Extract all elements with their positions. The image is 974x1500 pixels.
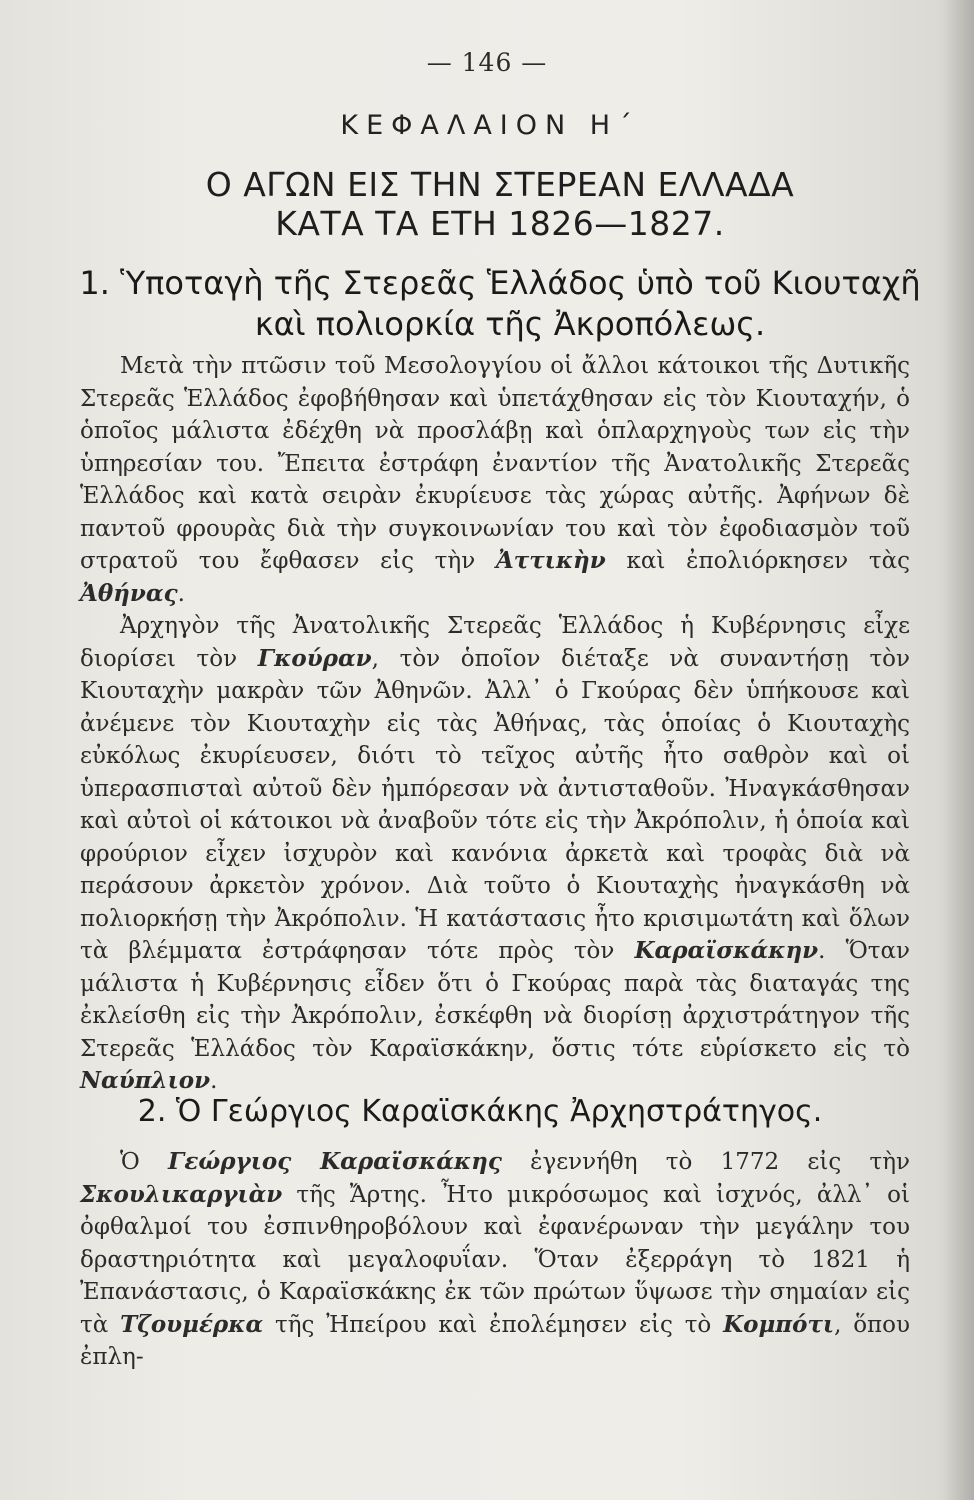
para2-text-a: Ἀρχηγὸν τῆς Ἀνατολικῆς Στερεᾶς Ἑλλάδος ἡ Κυβέρνησις εἶχε διορίσει τὸν [80,613,910,672]
para2-end: . [210,1068,218,1094]
para2-emphasis-karaiskakis: Καραϊσκάκην [634,937,819,964]
para1-text: Μετὰ τὴν πτῶσιν τοῦ Μεσολογγίου οἱ ἄλλοι κάτοικοι τῆς Δυτικῆς Στερεᾶς Ἑλλάδος ἐφοβήθησαν καὶ ὑπετάχθησαν εἰς τὸν Κιουταχήν, ὁ ὁποῖος μάλιστα ἐδέχθη νὰ προσλάβῃ καὶ ὁπλαρχηγοὺς των εἰς τὴν ὑπηρεσίαν του. Ἔπειτα ἐστράφη ἐναντίον τῆς Ἀνατολικῆς Στερεᾶς Ἑλλάδος καὶ κατὰ σειρὰν ἐκυρίευσε τὰς χώρας αὐτῆς. Ἀφήνων δὲ παντοῦ φρουρὰς διὰ τὴν συγκοινωνίαν του καὶ τὸν ἐφοδιασμὸν τοῦ στρατοῦ του ἔφθασεν εἰς τὴν [80,353,910,574]
section2-text-b: ἐγεννήθη τὸ 1772 εἰς τὴν [501,1149,910,1175]
page-edge-shadow [944,0,974,1500]
section2-emphasis-name: Γεώργιος Καραϊσκάκης [168,1148,502,1175]
section2-emphasis-tzoumerka: Τζουμέρκα [120,1310,264,1338]
page-number: — 146 — [426,48,548,77]
para1-end: . [177,580,185,607]
para2-emphasis-nafplion: Ναύπλιον [80,1067,211,1094]
chapter-heading: ΚΕΦΑΛΑΙΟΝ Η΄ [340,110,640,141]
section1-paragraph2 [80,610,910,1098]
section2-emphasis-kompoti: Κομπότι [723,1310,835,1338]
section2-emphasis-skoulikaria: Σκουλικαργιὰν [80,1180,283,1208]
para2-text-c: . Ὅταν μάλιστα ἡ Κυβέρνησις εἶδεν ὅτι ὁ Γκούρας παρὰ τὰς διαταγάς της ἐκλείσθη εἰς τὴν Ἀκρόπολιν, ἐσκέφθη νὰ διορίσῃ ἀρχιστράτηγον τῆς Στερεᾶς Ἑλλάδος τὸν Καραϊσκάκην, ὅστις τότε εὑρίσκετο εἰς τὸ [80,938,910,1062]
chapter-title-line2: ΚΑΤΑ ΤΑ ΕΤΗ 1826—1827. [275,204,725,243]
section2-text-e: , ὅπου ἐπλη- [80,1311,910,1370]
section2-text-a: Ὁ [120,1149,169,1175]
section2-paragraph [80,1146,910,1374]
para1-mid: καὶ ἐπολιόρκησεν τὰς [605,548,910,574]
section2-text-d: τῆς Ἠπείρου καὶ ἐπολέμησεν εἰς τὸ [263,1311,724,1338]
para2-text-b: , τὸν ὁποῖον διέταξε νὰ συναντήσῃ τὸν Κιουταχὴν μακρὰν τῶν Ἀθηνῶν. Ἀλλ᾽ ὁ Γκούρας δὲν ὑπήκουσε καὶ ἀνέμενε τὸν Κιουταχὴν εἰς τὰς Ἀθήνας, τὰς ὁποίας ὁ Κιουταχὴς εὐκόλως ἐκυρίευσεν, διότι τὸ τεῖχος αὐτῆς ἦτο σαθρὸν καὶ οἱ ὑπερασπισταὶ αὐτοῦ δὲν ἠμπόρεσαν νὰ ἀντισταθοῦν. Ἠναγκάσθησαν καὶ αὐτοὶ οἱ κάτοικοι νὰ ἀναβοῦν τότε εἰς τὴν Ἀκρόπολιν, ἡ ὁποία καὶ φρούριον εἶχεν ἰσχυρὸν καὶ κανόνια ἀρκετὰ καὶ τροφὰς διὰ νὰ περάσουν ἀρκετὸν χρόνον. Διὰ τοῦτο ὁ Κιουταχὴς ἠναγκάσθη νὰ πολιορκήσῃ τὴν Ἀκρόπολιν. Ἡ κατάστασις ἦτο κρισιμωτάτη καὶ ὅλων τὰ βλέμματα ἐστράφησαν τότε πρὸς τὸν [80,645,910,964]
chapter-title-line1: Ο ΑΓΩΝ ΕΙΣ ΤΗΝ ΣΤΕΡΕΑΝ ΕΛΛΑΔΑ [205,165,795,204]
section1-paragraph1 [80,350,910,610]
section1-heading-line2: καὶ πολιορκία τῆς Ἀκροπόλεως. [254,305,766,343]
para2-emphasis-gouras: Γκούραν [257,644,372,672]
section1-heading-line1: 1. Ὑποταγὴ τῆς Στερεᾶς Ἑλλάδος ὑπὸ τοῦ Κιουταχῆ [79,264,921,302]
section2-text-c: τῆς Ἄρτης. Ἦτο μικρόσωμος καὶ ἰσχνός, ἀλλ᾽ οἱ ὀφθαλμοί του ἐσπινθηροβόλουν καὶ ἐφανέρωναν τὴν μεγάλην του δραστηριότητα καὶ μεγαλοφυΐαν. Ὅταν ἐξερράγη τὸ 1821 ἡ Ἐπανάστασις, ὁ Καραϊσκάκης ἐκ τῶν πρώτων ὕψωσε τὴν σημαίαν εἰς τὰ [80,1181,910,1338]
para1-emphasis-athens: Ἀθήνας [80,579,178,607]
para1-emphasis-attica: Ἀττικὴν [495,547,606,574]
section2-heading: 2. Ὁ Γεώργιος Καραϊσκάκης Ἀρχηστράτηγος. [137,1094,823,1129]
